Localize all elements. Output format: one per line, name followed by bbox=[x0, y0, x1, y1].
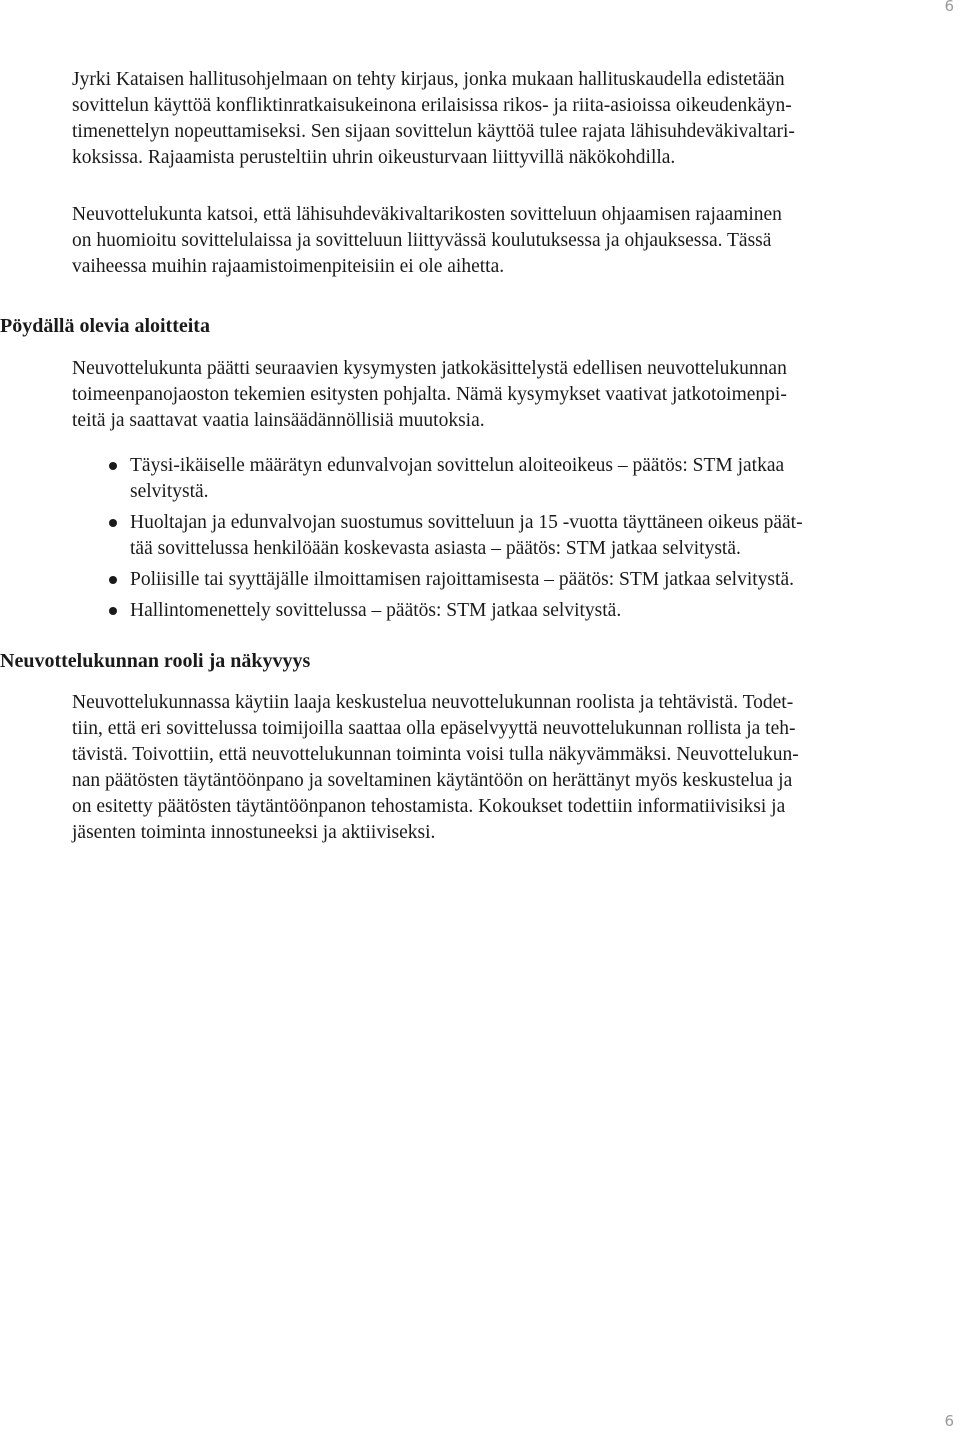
text-line: Huoltajan ja edunvalvojan suostumus sovitteluun ja 15 -vuotta täyttäneen oikeus päät- bbox=[130, 512, 803, 533]
text-line: toimeenpanojaoston tekemien esitysten pohjalta. Nämä kysymykset vaativat jatkotoimenpi- bbox=[72, 384, 787, 405]
text-line: Poliisille tai syyttäjälle ilmoittamisen rajoittamisesta – päätös: STM jatkaa selvitystä. bbox=[130, 569, 794, 590]
text-line: on esitetty päätösten täytäntöönpanon tehostamista. Kokoukset todettiin informatiivisiksi ja bbox=[72, 796, 786, 817]
text-line: Neuvottelukunnassa käytiin laaja keskustelua neuvottelukunnan roolista ja tehtävistä. Todet- bbox=[72, 692, 794, 713]
text-line: tävistä. Toivottiin, että neuvottelukunnan toiminta voisi tulla näkyvämmäksi. Neuvottelukun- bbox=[72, 744, 799, 765]
text-line: jäsenten toiminta innostuneeksi ja aktiiviseksi. bbox=[72, 822, 436, 843]
paragraph-further-processing bbox=[72, 356, 944, 434]
paragraph-committee-role bbox=[72, 690, 944, 846]
text-line: sovittelun käyttöä konfliktinratkaisukeinona erilaisissa rikos- ja riita-asioissa oikeudenkäyn- bbox=[72, 95, 792, 116]
bullet-icon bbox=[109, 576, 117, 584]
text-line: Neuvottelukunta katsoi, että lähisuhdeväkivaltarikosten sovitteluun ohjaamisen rajaaminen bbox=[72, 204, 782, 225]
list-item bbox=[106, 598, 946, 624]
text-line: nan päätösten täytäntöönpano ja soveltaminen käytäntöön on herättänyt myös keskustelua ja bbox=[72, 770, 793, 791]
section-heading-role: Neuvottelukunnan rooli ja näkyvyys bbox=[0, 650, 311, 672]
text-line: Hallintomenettely sovittelussa – päätös: STM jatkaa selvitystä. bbox=[130, 600, 622, 621]
text-line: timenettelyn nopeuttamiseksi. Sen sijaan sovittelun käyttöä tulee rajata lähisuhdeväkivaltari- bbox=[72, 121, 795, 142]
page-number-header: 6 bbox=[944, 0, 954, 15]
text-line: vaiheessa muihin rajaamistoimenpiteisiin ei ole aihetta. bbox=[72, 256, 505, 277]
list-item bbox=[106, 510, 946, 562]
text-line: Jyrki Kataisen hallitusohjelmaan on tehty kirjaus, jonka mukaan hallituskaudella edistetään bbox=[72, 69, 785, 90]
text-line: Täysi-ikäiselle määrätyn edunvalvojan sovittelun aloiteoikeus – päätös: STM jatkaa bbox=[130, 455, 785, 476]
decision-list bbox=[106, 453, 946, 629]
section-heading-agenda: Pöydällä olevia aloitteita bbox=[0, 315, 210, 337]
text-line: tiin, että eri sovittelussa toimijoilla saattaa olla epäselvyyttä neuvottelukunnan rollista ja teh- bbox=[72, 718, 796, 739]
bullet-icon bbox=[109, 462, 117, 470]
paragraph-government-programme bbox=[72, 67, 944, 171]
bullet-icon bbox=[109, 519, 117, 527]
paragraph-committee-view bbox=[72, 202, 944, 280]
list-item bbox=[106, 453, 946, 505]
text-line: tää sovittelussa henkilöään koskevasta asiasta – päätös: STM jatkaa selvitystä. bbox=[130, 538, 741, 559]
text-line: teitä ja saattavat vaatia lainsäädännöllisiä muutoksia. bbox=[72, 410, 485, 431]
bullet-icon bbox=[109, 607, 117, 615]
text-line: koksissa. Rajaamista perusteltiin uhrin oikeusturvaan liittyvillä näkökohdilla. bbox=[72, 147, 676, 168]
page-number-footer: 6 bbox=[944, 1412, 954, 1430]
text-line: on huomioitu sovittelulaissa ja sovitteluun liittyvässä koulutuksessa ja ohjauksessa. Tässä bbox=[72, 230, 772, 251]
text-line: selvitystä. bbox=[130, 481, 209, 502]
text-line: Neuvottelukunta päätti seuraavien kysymysten jatkokäsittelystä edellisen neuvottelukunnan bbox=[72, 358, 787, 379]
list-item bbox=[106, 567, 946, 593]
